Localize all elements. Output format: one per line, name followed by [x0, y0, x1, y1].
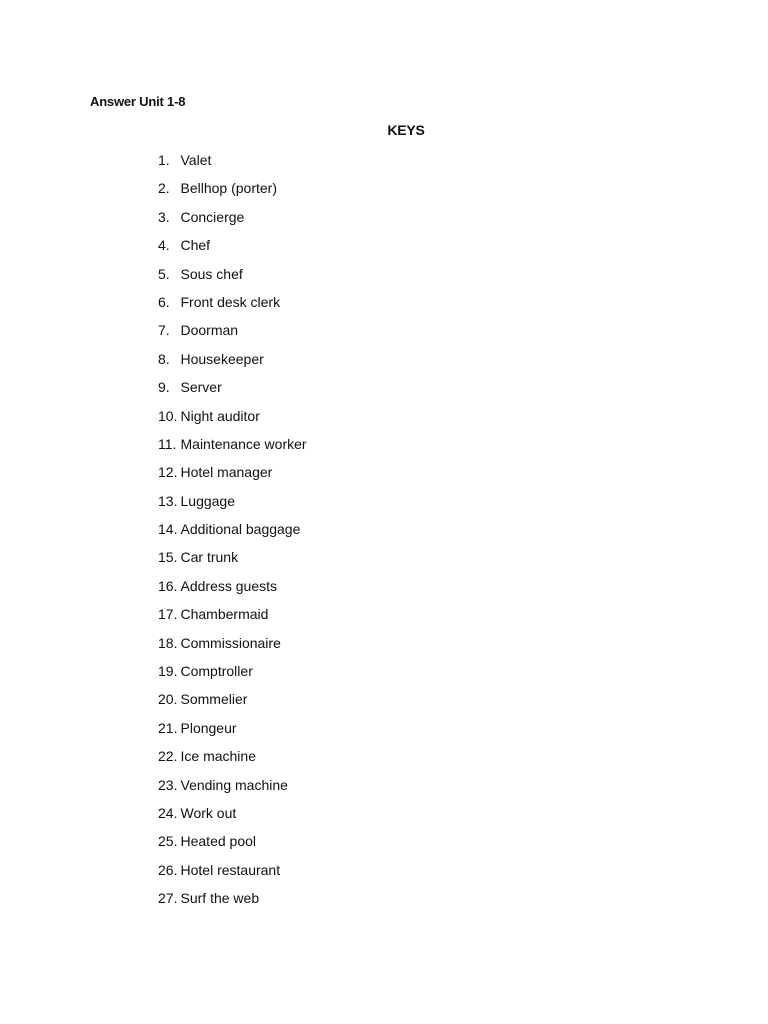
list-item-text: Heated pool	[180, 833, 257, 850]
list-item-text: Concierge	[180, 208, 245, 225]
list-item-text: Maintenance worker	[180, 435, 307, 452]
list-item	[158, 634, 307, 662]
list-item-text: Server	[180, 379, 222, 396]
list-item-number: 1.	[158, 152, 170, 168]
list-item-number: 19.	[158, 663, 178, 680]
list-item-text: Plongeur	[180, 719, 237, 736]
list-item-number: 8.	[158, 350, 170, 367]
list-item-number: 15.	[158, 549, 178, 566]
list-item	[158, 605, 307, 633]
list-item	[158, 293, 307, 321]
list-item-number: 3.	[158, 208, 170, 225]
list-item-number: 7.	[158, 322, 170, 339]
list-item	[158, 407, 307, 435]
list-item	[158, 719, 307, 747]
list-item	[158, 321, 307, 349]
answer-list	[158, 151, 307, 918]
list-item-number: 13.	[158, 492, 178, 509]
list-item-number: 10.	[158, 407, 178, 424]
list-item	[158, 520, 307, 548]
list-item-number: 6.	[158, 293, 170, 310]
list-item-number: 11.	[158, 435, 177, 452]
list-item-text: Surf the web	[180, 890, 260, 907]
list-item-text: Valet	[180, 152, 212, 168]
list-item	[158, 889, 307, 917]
list-item-number: 16.	[158, 577, 178, 594]
list-item-text: Hotel manager	[180, 464, 273, 481]
list-item-number: 26.	[158, 861, 178, 878]
list-item	[158, 265, 307, 293]
list-item-text: Sous chef	[180, 265, 243, 282]
list-item-number: 12.	[158, 464, 178, 481]
list-item-number: 25.	[158, 833, 178, 850]
list-item	[158, 435, 307, 463]
list-item	[158, 577, 307, 605]
list-item	[158, 690, 307, 718]
list-item	[158, 492, 307, 520]
list-item-text: Additional baggage	[180, 521, 301, 538]
list-item-text: Address guests	[180, 577, 277, 594]
list-item	[158, 662, 307, 690]
list-item-number: 14.	[158, 521, 178, 538]
list-item-text: Commissionaire	[180, 634, 281, 651]
list-item-number: 2.	[158, 180, 170, 197]
list-item	[158, 151, 307, 179]
list-item-text: Chambermaid	[180, 606, 269, 623]
list-item-number: 23.	[158, 776, 178, 793]
list-item-number: 9.	[158, 379, 170, 396]
list-item	[158, 747, 307, 775]
list-item-text: Bellhop (porter)	[180, 180, 277, 197]
list-item-text: Doorman	[180, 322, 239, 339]
list-item-number: 18.	[158, 634, 178, 651]
list-item-text: Comptroller	[180, 663, 253, 680]
list-item	[158, 208, 307, 236]
list-item-text: Vending machine	[180, 776, 288, 793]
list-item-number: 27.	[158, 890, 178, 907]
document-heading: Answer Unit 1-8	[90, 94, 186, 109]
list-item	[158, 861, 307, 889]
list-item-number: 21.	[158, 719, 178, 736]
list-item-text: Chef	[180, 237, 211, 254]
list-item-text: Sommelier	[180, 691, 248, 708]
list-item-text: Night auditor	[180, 407, 260, 424]
list-item	[158, 463, 307, 491]
list-item-number: 22.	[158, 748, 178, 765]
list-item	[158, 236, 307, 264]
list-item	[158, 832, 307, 860]
document-title: KEYS	[387, 122, 425, 138]
list-item-text: Work out	[180, 804, 237, 821]
list-item-text: Luggage	[180, 492, 236, 509]
list-item	[158, 804, 307, 832]
list-item-text: Front desk clerk	[180, 293, 281, 310]
list-item	[158, 350, 307, 378]
list-item-number: 17.	[158, 606, 178, 623]
list-item-number: 24.	[158, 804, 178, 821]
list-item-text: Car trunk	[180, 549, 239, 566]
list-item-text: Ice machine	[180, 748, 256, 765]
list-item	[158, 548, 307, 576]
list-item	[158, 776, 307, 804]
list-item	[158, 378, 307, 406]
list-item-number: 4.	[158, 237, 170, 254]
list-item-text: Hotel restaurant	[180, 861, 281, 878]
list-item-text: Housekeeper	[180, 350, 264, 367]
list-item-number: 5.	[158, 265, 170, 282]
list-item-number: 20.	[158, 691, 178, 708]
list-item	[158, 179, 307, 207]
